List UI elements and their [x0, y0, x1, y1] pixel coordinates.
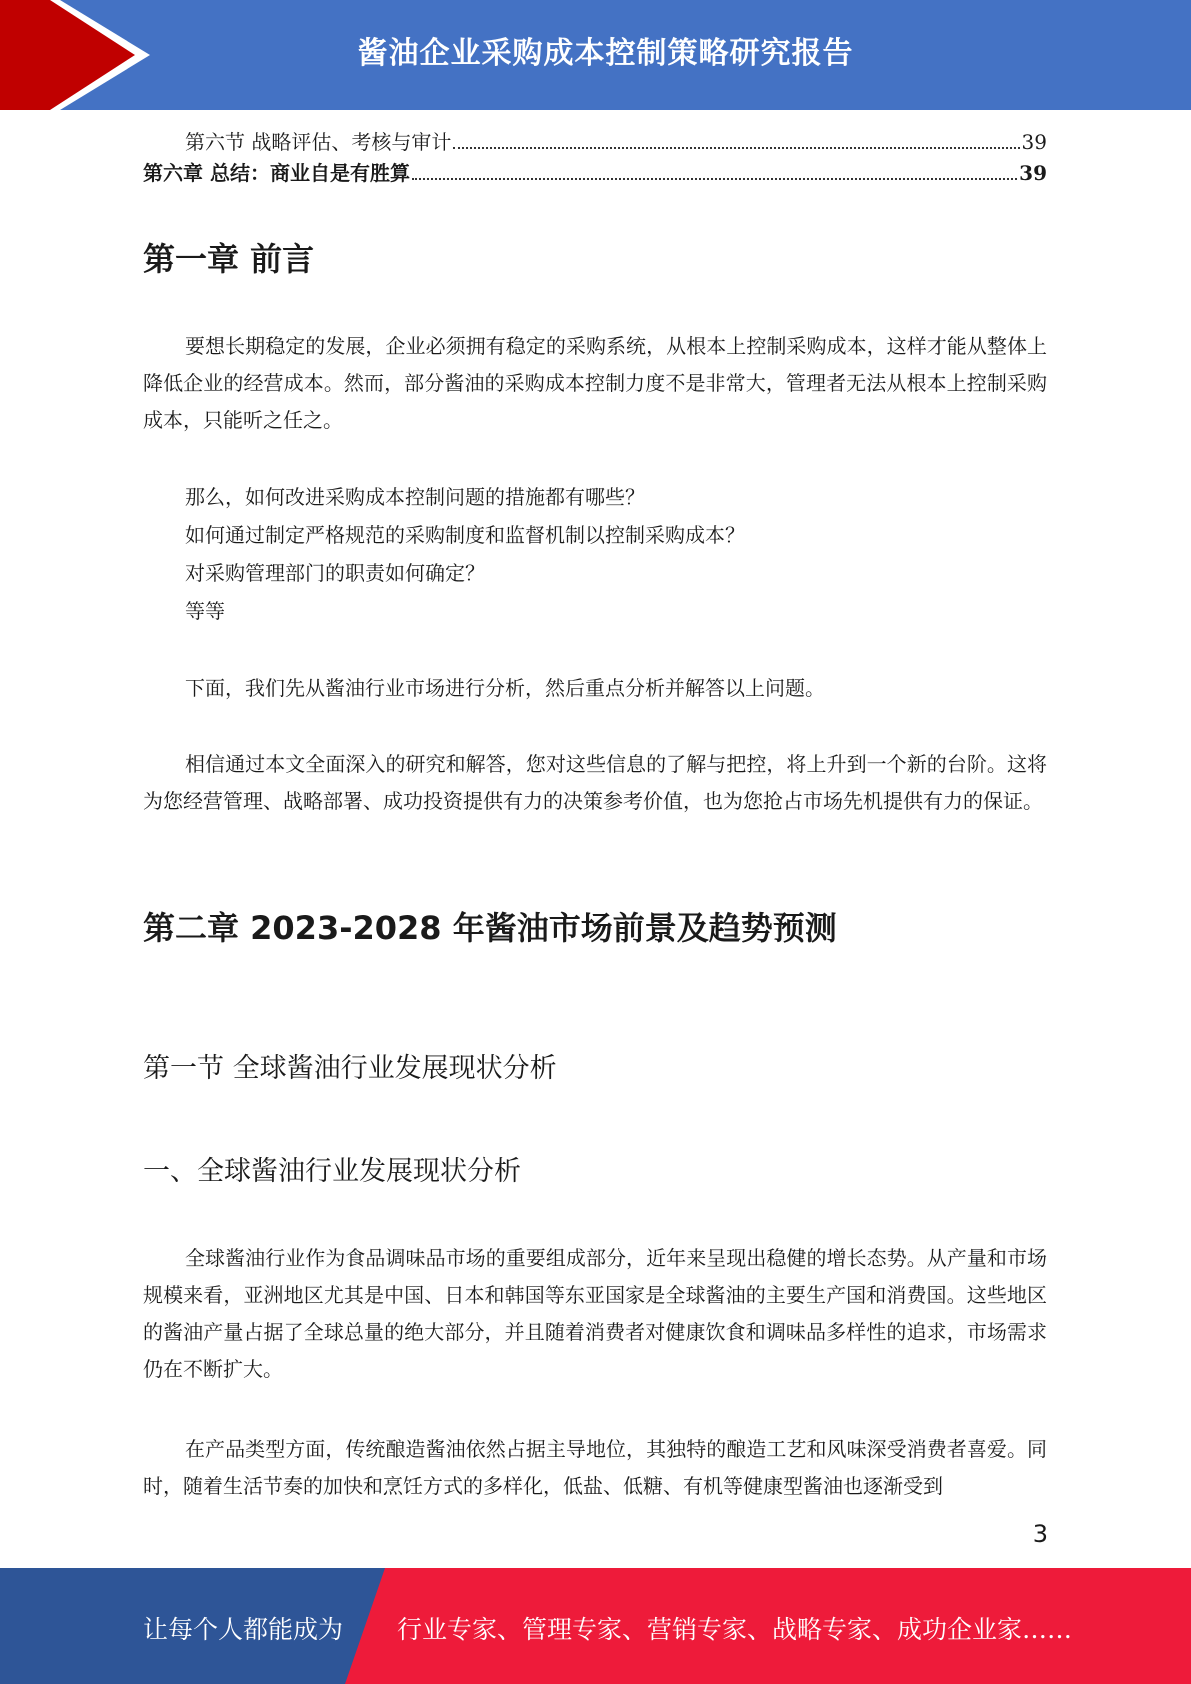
page-header: [0, 0, 1191, 110]
toc-entry[interactable]: [143, 160, 1047, 186]
chapter-2-paragraph: 全球酱油行业作为食品调味品市场的重要组成部分，近年来呈现出稳健的增长态势。从产量和市场规模来看，亚洲地区尤其是中国、日本和韩国等东亚国家是全球酱油的主要生产国和消费国。这些地区的酱油产量占据了全球总量的绝大部分，并且随着消费者对健康饮食和调味品多样性的追求，市场需求仍在不断扩大。: [143, 1246, 1047, 1381]
toc-entry[interactable]: [143, 129, 1047, 155]
question-line: 对采购管理部门的职责如何确定？: [185, 561, 485, 585]
chapter-1-paragraph: 要想长期稳定的发展，企业必须拥有稳定的采购系统，从根本上控制采购成本，这样才能从整体上降低企业的经营成本。然而，部分酱油的采购成本控制力度不是非常大，管理者无法从根本上控制采购成本，只能听之任之。: [143, 334, 1047, 432]
toc-leader-dots: [453, 147, 1019, 149]
section-heading: 第一节 全球酱油行业发展现状分析: [143, 1053, 557, 1084]
question-line: 那么，如何改进采购成本控制问题的措施都有哪些？: [185, 485, 645, 509]
footer-slogan-left: 让每个人都能成为: [143, 1615, 344, 1644]
question-line: 如何通过制定严格规范的采购制度和监督机制以控制采购成本？: [185, 523, 745, 547]
chapter-2-paragraph: 在产品类型方面，传统酿造酱油依然占据主导地位，其独特的酿造工艺和风味深受消费者喜爱。同时，随着生活节奏的加快和烹饪方式的多样化，低盐、低糖、有机等健康型酱油也逐渐受到: [143, 1437, 1047, 1498]
toc-entry-label: 第六节 战略评估、考核与审计: [185, 130, 452, 154]
subsection-heading: 一、全球酱油行业发展现状分析: [143, 1156, 521, 1187]
page-number: 3: [1032, 1520, 1048, 1548]
report-title: 酱油企业采购成本控制策略研究报告: [357, 36, 854, 71]
question-line: 等等: [185, 599, 225, 623]
toc-entry-page: 39: [1019, 161, 1047, 185]
toc-entry-page: 39: [1021, 130, 1047, 154]
page-footer: [0, 1568, 1191, 1684]
chapter-1-heading: 第一章 前言: [143, 240, 315, 278]
toc-entry-label: 第六章 总结：商业自是有胜算: [143, 161, 410, 185]
chapter-2-heading: 第二章 2023-2028 年酱油市场前景及趋势预测: [143, 909, 837, 947]
toc-leader-dots: [412, 178, 1017, 180]
chapter-1-paragraph: 相信通过本文全面深入的研究和解答，您对这些信息的了解与把控，将上升到一个新的台阶。这将为您经营管理、战略部署、成功投资提供有力的决策参考价值，也为您抢占市场先机提供有力的保证。: [143, 752, 1047, 813]
footer-slogan-right: 行业专家、管理专家、营销专家、战略专家、成功企业家……: [397, 1615, 1073, 1644]
chapter-1-paragraph: 下面，我们先从酱油行业市场进行分析，然后重点分析并解答以上问题。: [185, 676, 825, 700]
